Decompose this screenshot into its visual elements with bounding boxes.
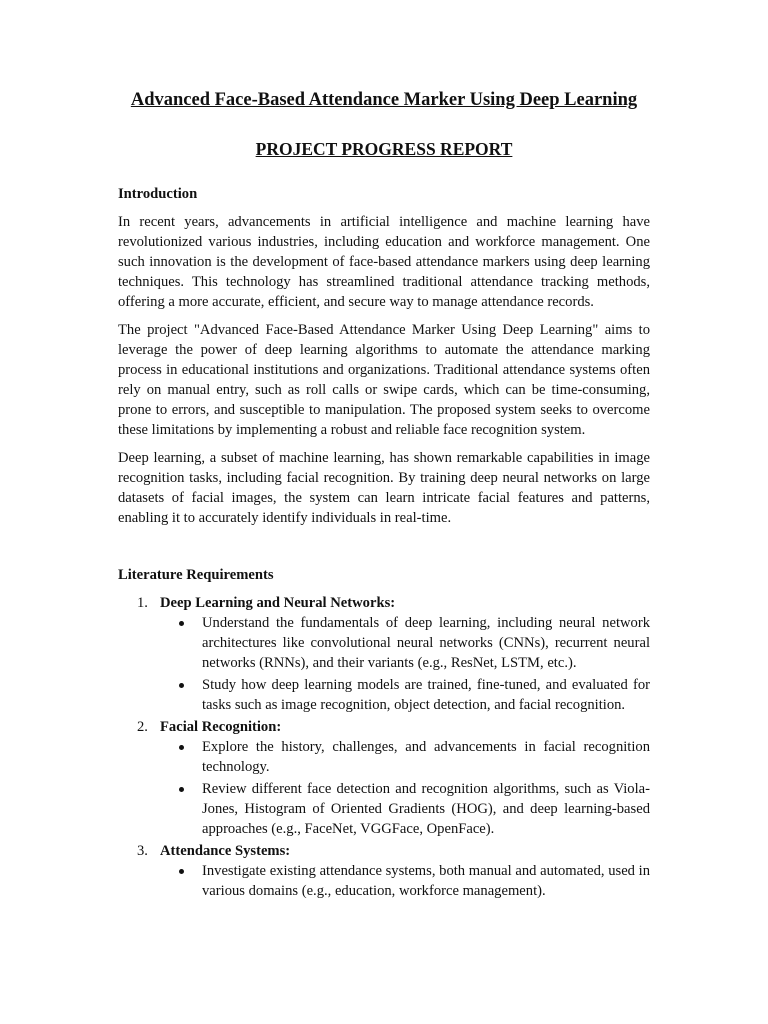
bullet-item [160,737,650,777]
bullet-icon [179,621,184,626]
requirement-bullets [160,613,650,715]
document-title: Advanced Face-Based Attendance Marker Using Deep Learning [130,90,638,110]
requirement-title: Deep Learning and Neural Networks: [160,595,396,611]
introduction-paragraph-3: Deep learning, a subset of machine learning, has shown remarkable capabilities in image recognition tasks, including facial recognition. By training deep neural networks on large datasets of facial images, the system can learn intricate facial features and patterns, enabling it to accurately identify individuals in real-time. [118,450,650,526]
requirement-number: 2. [137,719,148,735]
requirements-list [118,593,650,901]
introduction-heading: Introduction [118,186,198,202]
bullet-item [160,675,650,715]
bullet-text: Investigate existing attendance systems, both manual and automated, used in various domains (e.g., education, workforce management). [202,863,650,899]
literature-heading: Literature Requirements [118,567,274,583]
requirement-number: 3. [137,843,148,859]
bullet-item [160,779,650,839]
requirement-title: Facial Recognition: [160,719,282,735]
bullet-icon [179,869,184,874]
requirement-item [118,717,650,839]
bullet-icon [179,787,184,792]
bullet-text: Understand the fundamentals of deep learning, including neural network architectures like convolutional neural networks (CNNs), recurrent neural networks (RNNs), and their variants (e.g., ResNet, LSTM, etc.). [202,615,650,671]
bullet-item [160,613,650,673]
document-body [118,184,650,903]
requirement-number: 1. [137,595,148,611]
bullet-text: Explore the history, challenges, and advancements in facial recognition technology. [202,739,650,775]
bullet-item [160,861,650,901]
requirement-bullets [160,737,650,839]
requirement-item [118,593,650,715]
bullet-text: Review different face detection and recognition algorithms, such as Viola-Jones, Histogram of Oriented Gradients (HOG), and deep learning-based approaches (e.g., FaceNet, VGGFace, OpenFace). [202,781,650,837]
requirement-title: Attendance Systems: [160,843,291,859]
bullet-text: Study how deep learning models are trained, fine-tuned, and evaluated for tasks such as image recognition, object detection, and facial recognition. [202,677,650,713]
bullet-icon [179,745,184,750]
bullet-icon [179,683,184,688]
introduction-paragraph-2: The project "Advanced Face-Based Attendance Marker Using Deep Learning" aims to leverage the power of deep learning algorithms to automate the attendance marking process in educational institutions and organizations. Traditional attendance systems often rely on manual entry, such as roll calls or swipe cards, which can be time-consuming, prone to errors, and susceptible to manipulation. The proposed system seeks to overcome these limitations by implementing a robust and reliable face recognition system. [118,322,650,438]
requirement-bullets [160,861,650,901]
introduction-paragraph-1: In recent years, advancements in artificial intelligence and machine learning have revolutionized various industries, including education and workforce management. One such innovation is the development of face-based attendance markers using deep learning techniques. This technology has streamlined traditional attendance tracking methods, offering a more accurate, efficient, and secure way to manage attendance records. [118,214,650,310]
report-heading: PROJECT PROGRESS REPORT [255,139,513,159]
requirement-item [118,841,650,901]
